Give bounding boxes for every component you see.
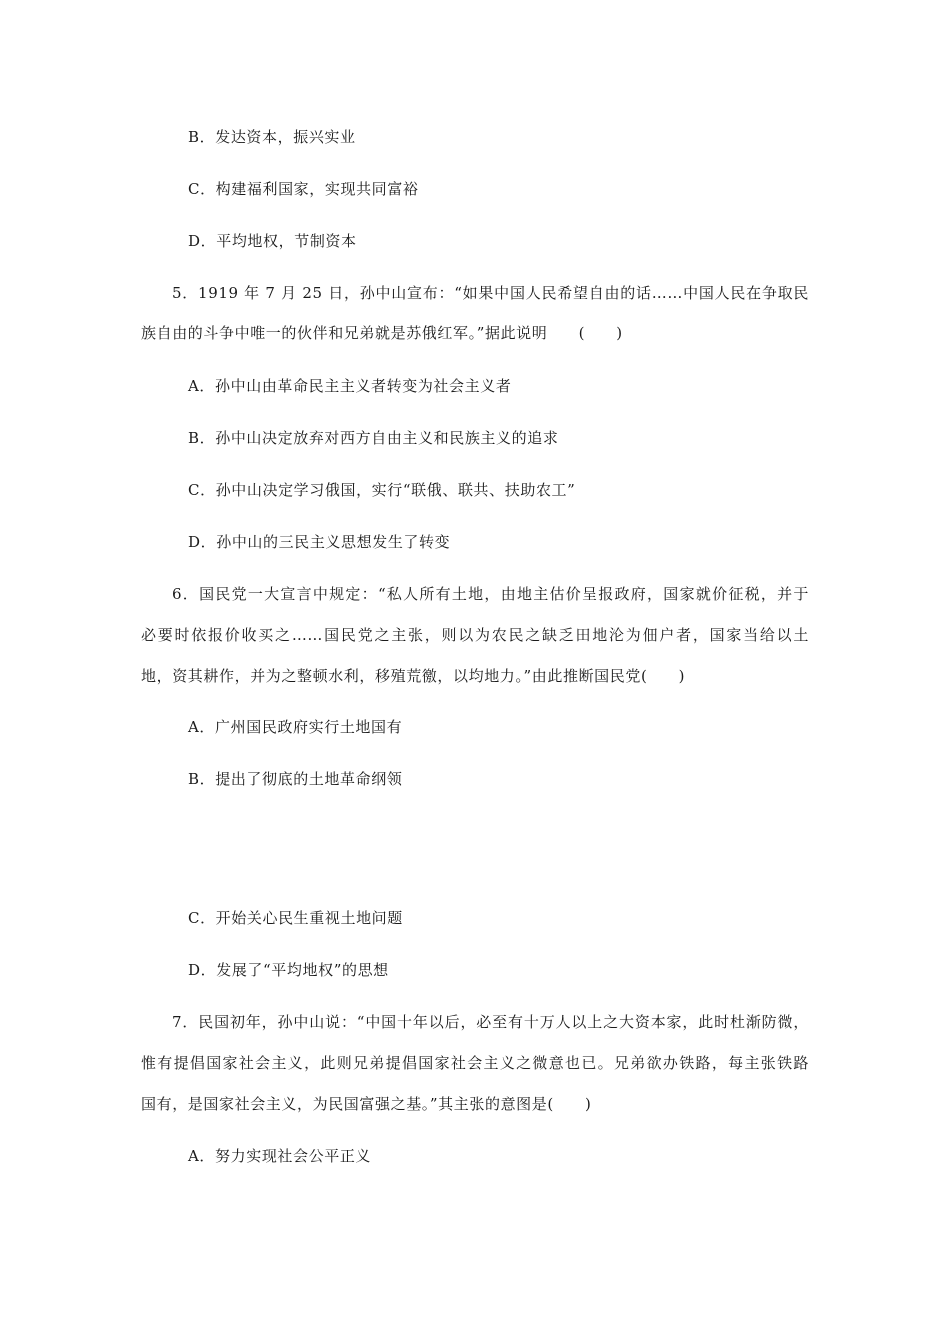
question-7-text-cont-2: 国有，是国家社会主义，为民国富强之基。”其主张的意图是( ) <box>141 1095 592 1113</box>
option-d: D．孙中山的三民主义思想发生了转变 <box>188 533 451 551</box>
option-c: C．开始关心民生重视土地问题 <box>188 909 403 927</box>
question-6-text-cont: 必要时依报价收买之……国民党之主张，则以为农民之缺乏田地沦为佃户者，国家当给以土 <box>141 626 809 644</box>
option-b: B．提出了彻底的土地革命纲领 <box>188 770 403 788</box>
question-5-text: 5．1919 年 7 月 25 日，孙中山宣布：“如果中国人民希望自由的话……中国人民在争取民 <box>172 284 809 302</box>
option-c: C．孙中山决定学习俄国，实行“联俄、联共、扶助农工” <box>188 481 576 499</box>
option-d: D．发展了“平均地权”的思想 <box>188 961 389 979</box>
option-b: B．孙中山决定放弃对西方自由主义和民族主义的追求 <box>188 429 559 447</box>
option-a: A．孙中山由革命民主主义者转变为社会主义者 <box>188 377 512 395</box>
option-a: A．努力实现社会公平正义 <box>188 1147 372 1165</box>
question-5-text-cont: 族自由的斗争中唯一的伙伴和兄弟就是苏俄红军。”据此说明 ( ) <box>141 324 623 342</box>
question-7-text: 7．民国初年，孙中山说：“中国十年以后，必至有十万人以上之大资本家，此时杜渐防微， <box>172 1013 809 1031</box>
question-6-text-cont-2: 地，资其耕作，并为之整顿水利，移殖荒徼，以均地力。”由此推断国民党( ) <box>141 667 686 685</box>
question-6-text: 6．国民党一大宣言中规定：“私人所有土地，由地主估价呈报政府，国家就价征税，并于 <box>172 585 809 603</box>
question-7-text-cont: 惟有提倡国家社会主义，此则兄弟提倡国家社会主义之微意也已。兄弟欲办铁路，每主张铁路 <box>141 1054 809 1072</box>
option-b: B．发达资本，振兴实业 <box>188 128 356 146</box>
option-a: A．广州国民政府实行土地国有 <box>188 718 403 736</box>
option-c: C．构建福利国家，实现共同富裕 <box>188 180 419 198</box>
option-d: D．平均地权，节制资本 <box>188 232 357 250</box>
